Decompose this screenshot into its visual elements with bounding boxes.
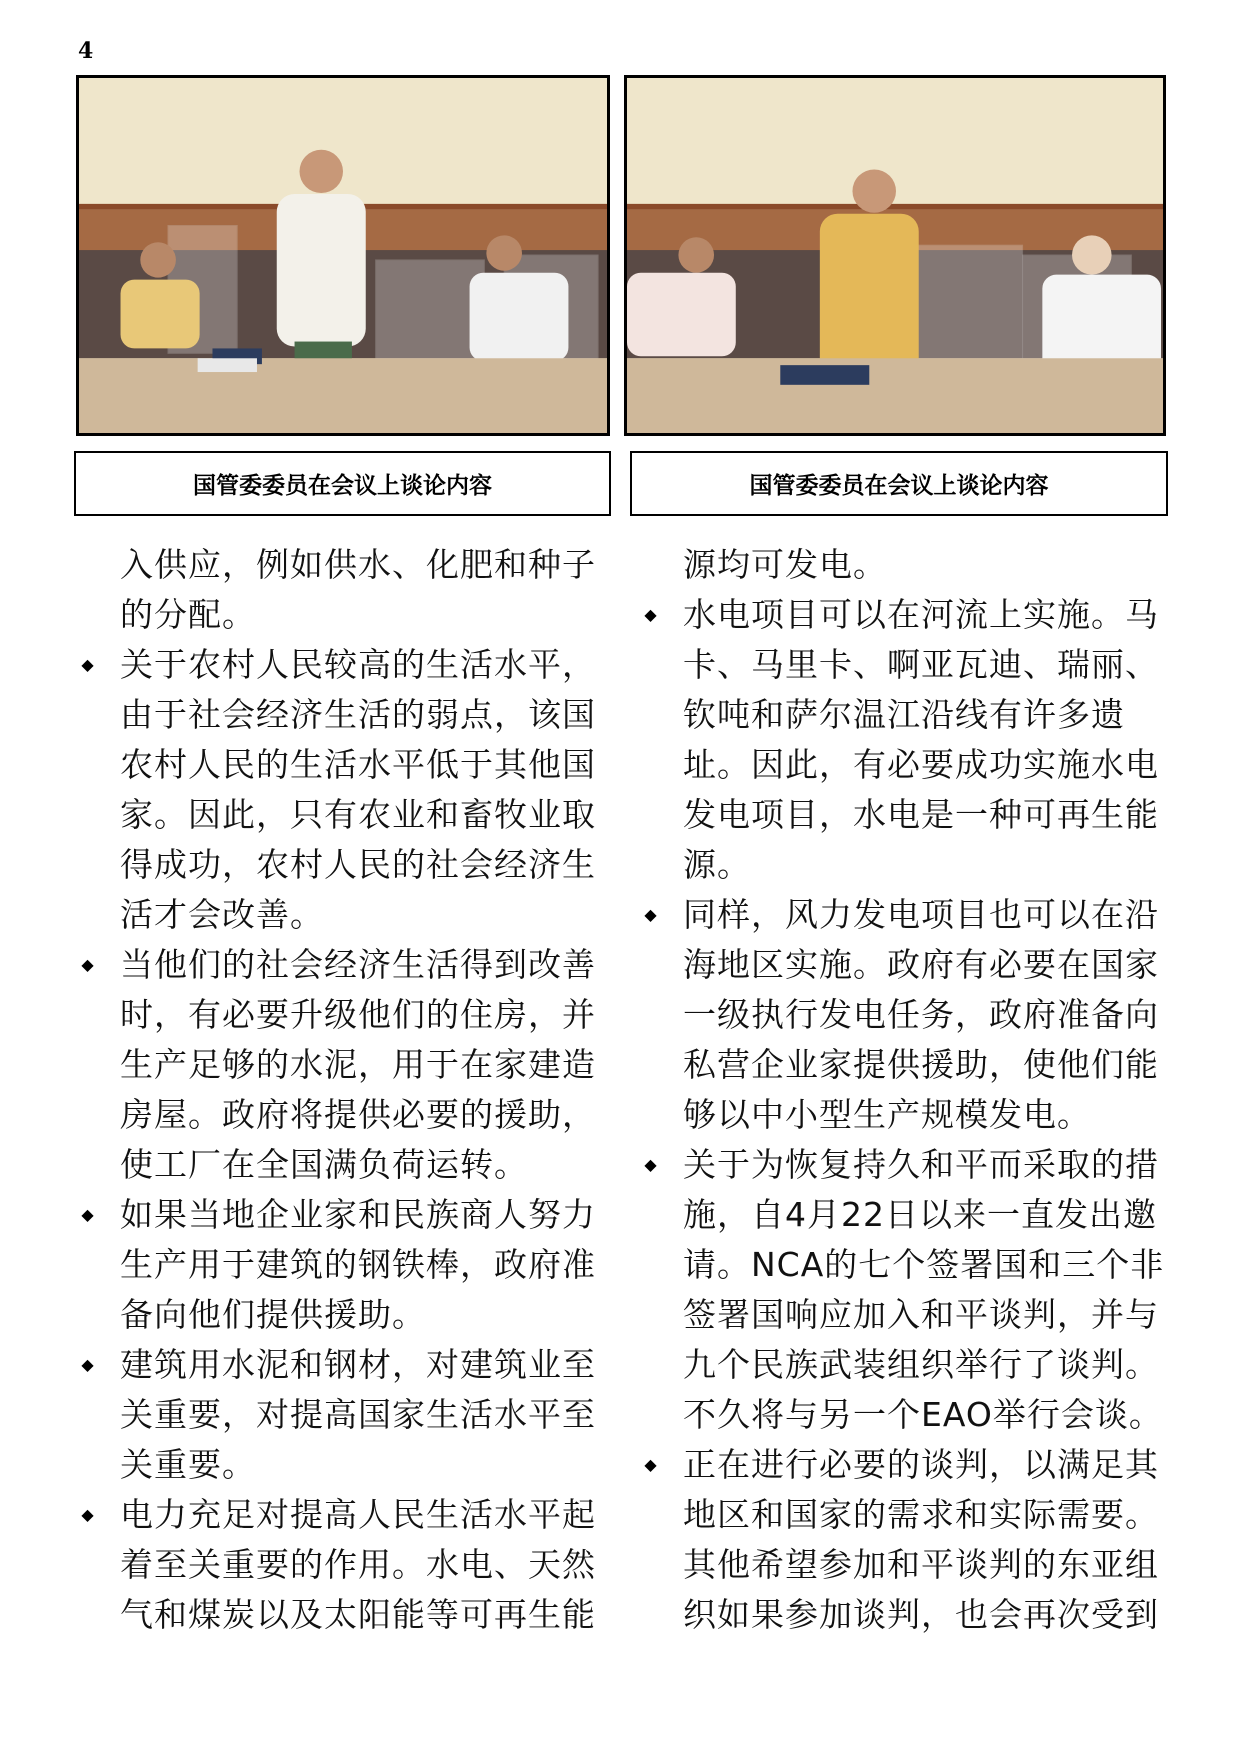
paragraph-text: 关于为恢复持久和平而采取的措施，自4月22日以来一直发出邀请。NCA的七个签署国和三个非签署国响应加入和平谈判，并与九个民族武装组织举行了谈判。不久将与另一个EAO举行会谈。 [683,1145,1165,1434]
paragraph-text: 同样，风力发电项目也可以在沿海地区实施。政府有必要在国家一级执行发电任务，政府准备向私营企业家提供援助，使他们能够以中小型生产规模发电。 [683,895,1159,1134]
paragraph-text: 关于农村人民较高的生活水平，由于社会经济生活的弱点，该国农村人民的生活水平低于其他国家。因此，只有农业和畜牧业取得成功，农村人民的社会经济生活才会改善。 [120,645,596,934]
paragraph-text: 当他们的社会经济生活得到改善时，有必要升级他们的住房，并生产足够的水泥，用于在家建造房屋。政府将提供必要的援助，使工厂在全国满负荷运转。 [120,945,596,1184]
text-column-right [644,540,1169,1640]
diamond-bullet-icon: ◆ [644,605,658,624]
meeting-photo-left [76,75,610,436]
bullet-paragraph [644,890,1169,1140]
diamond-bullet-icon: ◆ [644,905,658,924]
paragraph-text: 入供应，例如供水、化肥和种子的分配。 [120,545,596,634]
paragraph-text: 源均可发电。 [683,545,887,584]
bullet-paragraph [81,640,620,940]
paragraph-text: 正在进行必要的谈判，以满足其地区和国家的需求和实际需要。其他希望参加和平谈判的东亚组织如果参加谈判，也会再次受到 [683,1445,1159,1634]
meeting-photo-right [624,75,1166,436]
diamond-bullet-icon: ◆ [81,1205,95,1224]
photo-caption-left: 国管委委员在会议上谈论内容 [74,451,611,516]
page-number: 4 [78,38,94,64]
meeting-photo-right-image [627,78,1163,433]
bullet-paragraph [81,1190,620,1340]
photo-caption-right: 国管委委员在会议上谈论内容 [630,451,1168,516]
bullet-paragraph [81,940,620,1190]
diamond-bullet-icon: ◆ [81,655,95,674]
diamond-bullet-icon: ◆ [644,1455,658,1474]
bullet-paragraph [644,1440,1169,1640]
bullet-paragraph [81,1340,620,1490]
meeting-photo-left-image [79,78,607,433]
diamond-bullet-icon: ◆ [81,1505,95,1524]
bullet-paragraph [644,590,1169,890]
paragraph-text: 水电项目可以在河流上实施。马卡、马里卡、啊亚瓦迪、瑞丽、钦吨和萨尔温江沿线有许多遗址。因此，有必要成功实施水电发电项目，水电是一种可再生能源。 [683,595,1159,884]
diamond-bullet-icon: ◆ [81,955,95,974]
bullet-paragraph [644,1140,1169,1440]
text-column-left [81,540,620,1640]
diamond-bullet-icon: ◆ [81,1355,95,1374]
paragraph-text: 建筑用水泥和钢材，对建筑业至关重要，对提高国家生活水平至关重要。 [120,1345,596,1484]
bullet-paragraph [81,1490,620,1640]
paragraph-text: 电力充足对提高人民生活水平起着至关重要的作用。水电、天然气和煤炭以及太阳能等可再生能 [120,1495,596,1634]
paragraph [120,540,620,640]
paragraph-text: 如果当地企业家和民族商人努力生产用于建筑的钢铁棒，政府准备向他们提供援助。 [120,1195,596,1334]
paragraph [683,540,1169,590]
diamond-bullet-icon: ◆ [644,1155,658,1174]
